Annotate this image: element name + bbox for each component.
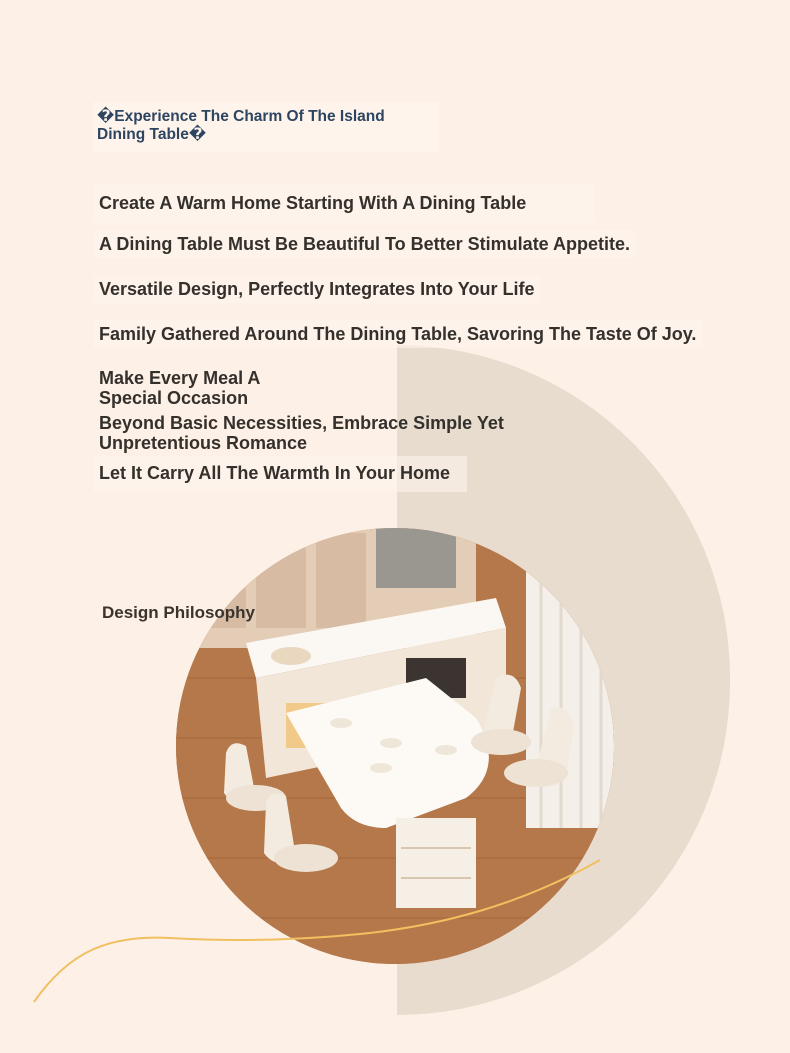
tagline-line: Beyond Basic Necessities, Embrace Simple Yet — [99, 413, 504, 433]
tagline-appetite: A Dining Table Must Be Beautiful To Better Stimulate Appetite. — [93, 230, 636, 258]
tagline-family: Family Gathered Around The Dining Table, Savoring The Taste Of Joy. — [93, 320, 702, 348]
tagline-line: Special Occasion — [99, 388, 249, 408]
tagline-line: Unpretentious Romance — [99, 433, 308, 453]
tagline-romance — [93, 409, 510, 457]
dining-room-illustration — [176, 528, 614, 964]
tagline-line: Make Every Meal A — [99, 368, 261, 388]
headline: �Experience The Charm Of The Island Dining Table� — [93, 102, 439, 152]
tagline-versatile: Versatile Design, Perfectly Integrates Into Your Life — [93, 275, 540, 303]
dining-table-photo — [176, 528, 614, 964]
tagline-warmth: Let It Carry All The Warmth In Your Home — [93, 456, 467, 492]
design-philosophy-label: Design Philosophy — [102, 603, 256, 622]
tagline-warm-home: Create A Warm Home Starting With A Dining Table — [93, 183, 595, 223]
tagline-special-occasion — [93, 364, 266, 412]
